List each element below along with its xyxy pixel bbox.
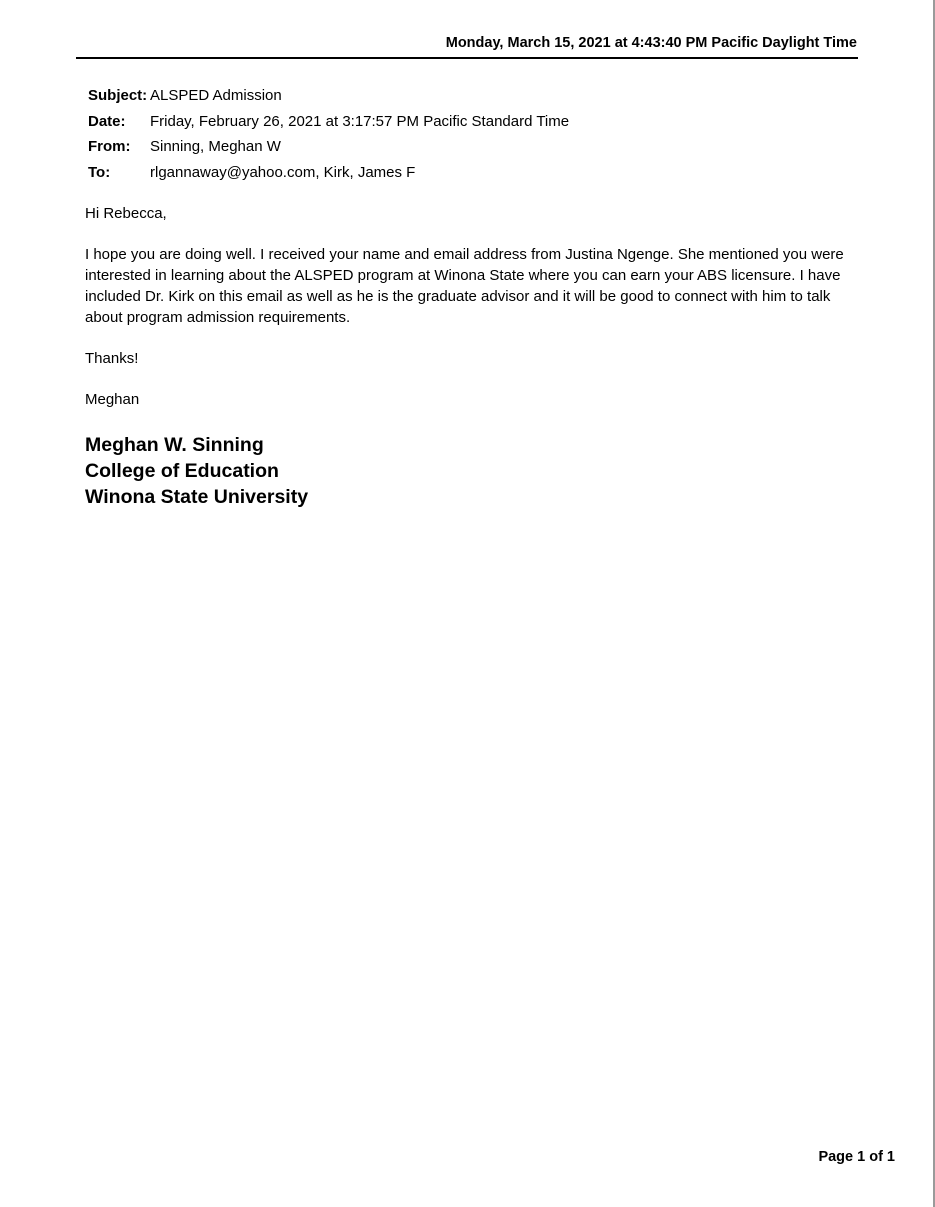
to-row [88, 163, 569, 189]
from-value: Sinning, Meghan W [150, 138, 281, 155]
email-body [85, 204, 845, 431]
from-row [88, 137, 569, 163]
date-label: Date: [88, 112, 126, 130]
signature-department: College of Education [85, 460, 279, 482]
sign-off: Meghan [85, 391, 140, 408]
email-headers [88, 86, 569, 188]
subject-value: ALSPED Admission [150, 87, 282, 104]
thanks: Thanks! [85, 349, 139, 367]
date-value: Friday, February 26, 2021 at 3:17:57 PM Pacific Standard Time [150, 112, 570, 130]
page-number: Page 1 of 1 [818, 1149, 895, 1165]
from-label: From: [88, 138, 131, 155]
to-value: rlgannaway@yahoo.com, Kirk, James F [150, 163, 416, 181]
subject-row [88, 86, 569, 112]
date-row [88, 112, 569, 138]
greeting: Hi Rebecca, [85, 205, 167, 222]
print-timestamp: Monday, March 15, 2021 at 4:43:40 PM Pacific Daylight Time [445, 35, 857, 51]
subject-label: Subject: [88, 87, 148, 104]
to-label: To: [88, 163, 111, 181]
signature-institution: Winona State University [85, 486, 309, 508]
signature-name: Meghan W. Sinning [85, 434, 264, 456]
header-divider [76, 57, 858, 59]
body-paragraph: I hope you are doing well. I received your name and email address from Justina Ngenge. She mentioned you were interested in learning about the ALSPED program at Winona State where you can earn your ABS licensure. I have included Dr. Kirk on this email as well as he is the graduate advisor and it will be good to connect with him to talk about program admission requirements. [85, 246, 844, 326]
signature-block [85, 432, 308, 510]
